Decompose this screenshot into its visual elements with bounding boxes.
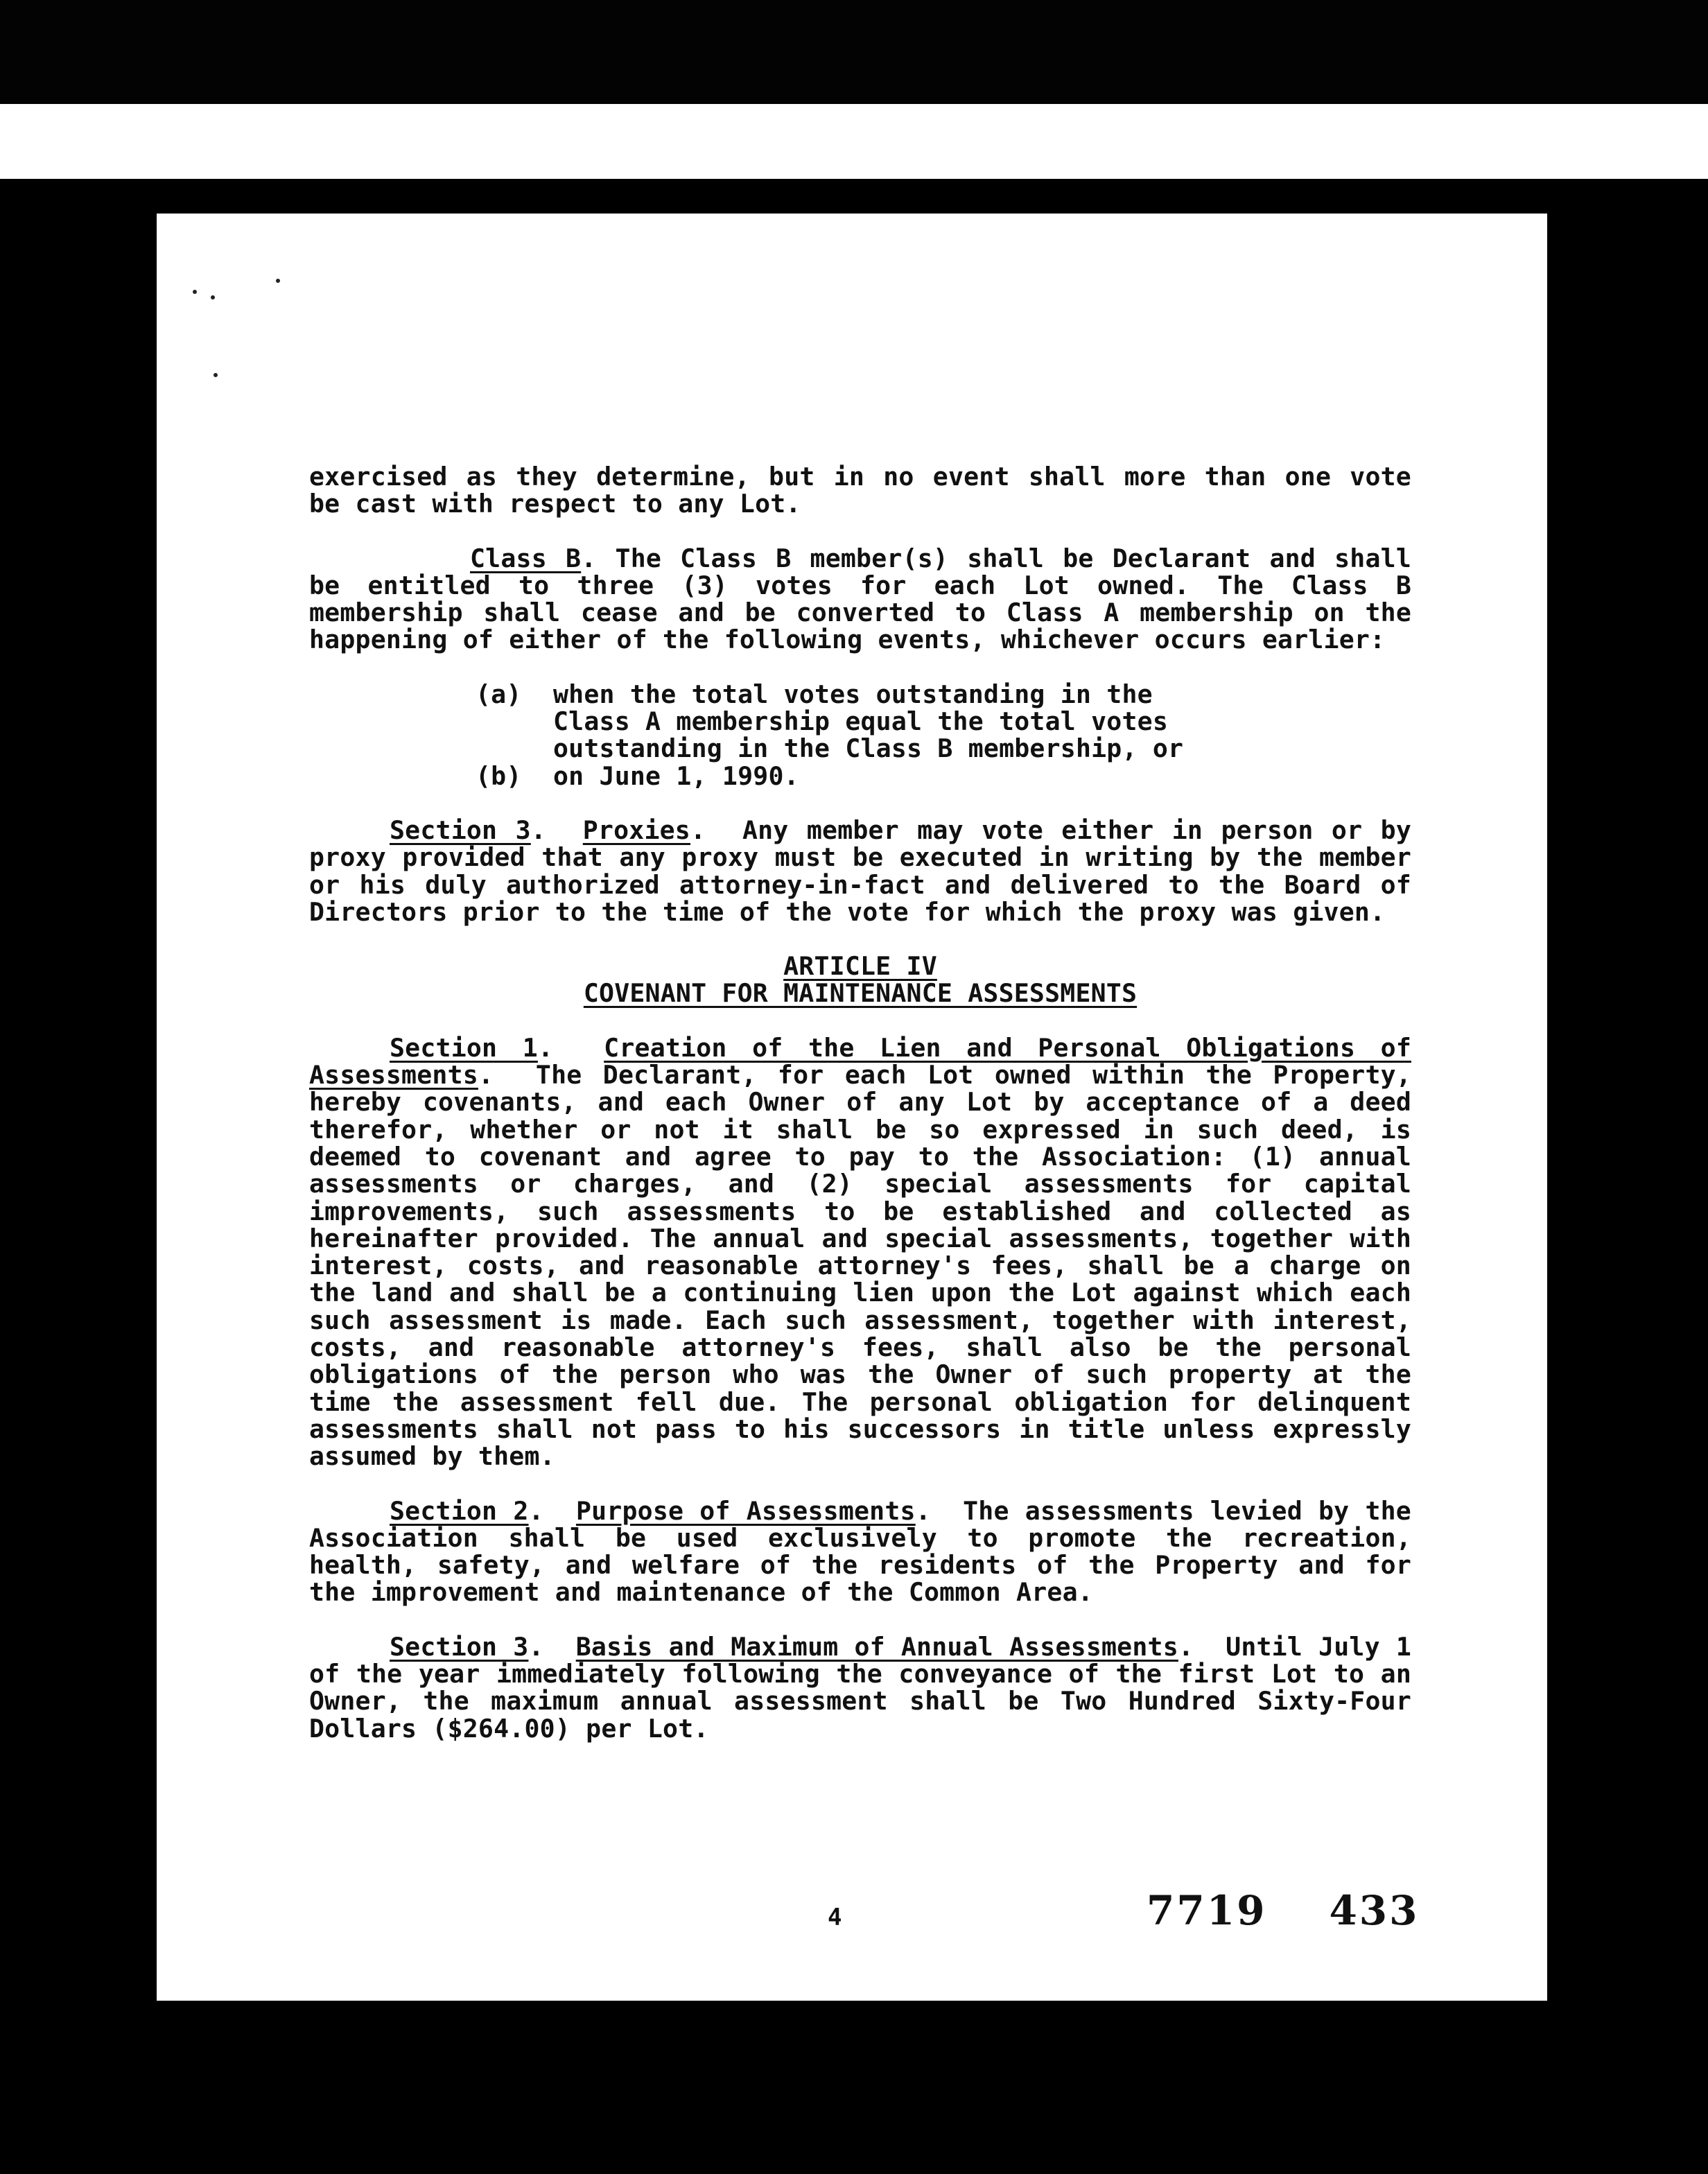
section-1-label: Section 1 [390,1032,538,1063]
section-2-title: Purpose of Assessments [575,1495,916,1526]
section-3-assessments-title: Basis and Maximum of Annual Assessments [575,1631,1178,1662]
article-title: COVENANT FOR MAINTENANCE ASSESSMENTS [583,978,1138,1009]
section-3-assessments-label: Section 3 [390,1631,529,1662]
book-number: 7719 [1147,1887,1267,1934]
class-b-heading: Class B [470,543,582,573]
paragraph-section-1: Section 1. Creation of the Lien and Personal Obligations of Assessments. The Declarant, for each Lot owned within the Property, hereby covenants, and each Owner of any Lot by acceptance of a deed therefor, whether or not it shall be so expressed in such deed, is deemed to covenant and agree to pay to the Association: (1) annual assessments or charges, and (2) special assessments for capital improvements, such assessments to be established and collected as hereinafter provided. The annual and special assessments, together with interest, costs, and reasonable attorney's fees, shall be a charge on the land and shall be a continuing lien upon the Lot against which each such assessment is made. Each such assessment, together with interest, costs, and reasonable attorney's fees, shall also be the personal obligations of the person who was the Owner of such property at the time the assessment fell due. The personal obligation for delinquent assessments shall not pass to his successors in title unless expressly assumed by them. [309,1032,1412,1472]
document-body [309,463,1411,1742]
scan-speck [276,279,280,283]
article-number: ARTICLE IV [783,951,937,982]
list-item [476,760,1411,791]
list-item-text: when the total votes outstanding in the Class A membership equal the total votes outstanding in the Class B membership, or [553,679,1184,764]
paragraph-class-b [309,545,1411,654]
section-3-assessments-text: Until July 1 of the year immediately following the conveyance of the first Lot to an Owner, the maximum annual assessment shall be Two Hundred Sixty-Four Dollars ($264.00) per Lot. [309,1631,1411,1743]
record-page-number: 433 [1329,1887,1420,1934]
proxies-text: Any member may vote either in person or by proxy provided that any proxy must be executed in writing by the member or his duly authorized attorney-in-fact and delivered to the Board of Directors prior to the time of the vote for which the proxy was given. [309,815,1411,927]
section-3-label: Section 3 [390,815,531,845]
scan-top-band [0,104,1708,179]
class-b-text: . The Class B member(s) shall be Declarant and shall be entitled to three (3) votes for each Lot owned. The Class B membership shall cease and be converted to Class A membership on the happening of either of the following events, whichever occurs earlier: [309,543,1411,655]
scan-speck [193,290,197,294]
list-item [476,681,1411,763]
document-page [157,214,1547,2001]
list-item-text: on June 1, 1990. [553,760,799,791]
paragraph-voting: exercised as they determine, but in no event shall more than one vote be cast with respect to any Lot. [309,462,1411,519]
paragraph-proxies: Section 3. Proxies. Any member may vote either in person or by proxy provided that any proxy must be executed in writing by the member or his duly authorized attorney-in-fact and delivered to the Board of Directors prior to the time of the vote for which the proxy was given. [309,815,1411,927]
scan-speck [214,373,218,377]
page-number: 4 [828,1904,842,1931]
section-1-title: Creation of the Lien and Personal Obligations of Assessments [309,1032,1412,1090]
proxies-title: Proxies [582,815,690,845]
paragraph-section-3: Section 3. Basis and Maximum of Annual Assessments. Until July 1 of the year immediately following the conveyance of the first Lot to an Owner, the maximum annual assessment shall be Two Hundred Sixty-Four Dollars ($264.00) per Lot. [309,1631,1411,1743]
paragraph-section-2: Section 2. Purpose of Assessments. The assessments levied by the Association shall be used exclusively to promote the recreation, health, safety, and welfare of the residents of the Property and for the improvement and maintenance of the Common Area. [309,1495,1411,1608]
events-list [476,681,1411,790]
section-2-label: Section 2 [390,1495,529,1526]
section-1-text: The Declarant, for each Lot owned within the Property, hereby covenants, and each Owner of any Lot by acceptance of a deed therefor, whether or not it shall be so expressed in such deed, is deemed to covenant and agree to pay to the Association: (1) annual assessments or charges, and (2) special assessments for capital improvements, such assessments to be established and collected as hereinafter provided. The annual and special assessments, together with interest, costs, and reasonable attorney's fees, shall be a charge on the land and shall be a continuing lien upon the Lot against which each such assessment is made. Each such assessment, together with interest, costs, and reasonable attorney's fees, shall also be the personal obligations of the person who was the Owner of such property at the time the assessment fell due. The personal obligation for delinquent assessments shall not pass to his successors in title unless expressly assumed by them. [309,1060,1411,1472]
list-item-label: (a) [476,679,522,709]
scan-speck [211,295,215,299]
book-page-stamp [1147,1887,1420,1934]
section-2-text: The assessments levied by the Association shall be used exclusively to promote the recreation, health, safety, and welfare of the residents of the Property and for the improvement and maintenance of the Common Area. [309,1495,1411,1608]
scan-dark-rule [0,179,1708,193]
scan-top-border [0,0,1708,104]
list-item-label: (b) [476,760,522,791]
